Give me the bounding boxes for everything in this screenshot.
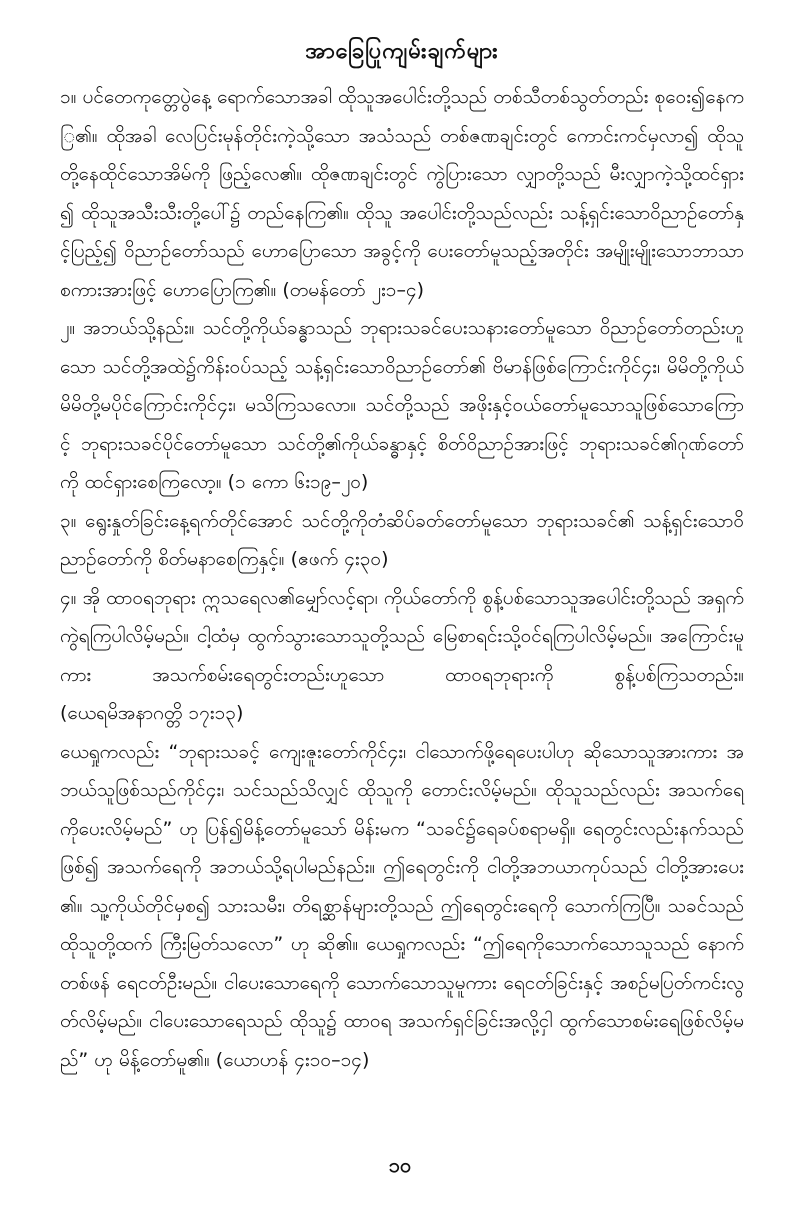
verse-text: ၂။ အဘယ်သို့နည်း။ သင်တို့ကိုယ်ခန္ဓာသည် ဘုရားသခင်ပေးသနားတော်မူသော ဝိညာဉ်တော်တည်းဟူသော သင်တို့အထဲ၌ကိန်းဝပ်သည့် သန့်ရှင်းသောဝိညာဉ်တော်၏ ဗိမာန်ဖြစ်ကြောင်းကိုင်၄း၊ မိမိတို့ကိုယ် မိမိတို့မပိုင်ကြောင်းကိုင်၄း၊ မသိကြသလော။ သင်တို့သည် အဖိုးနှင့်ဝယ်တော်မူသောသူဖြစ်သောကြောင့် ဘုရားသခင်ပိုင်တော်မူသော သင်တို့၏ကိုယ်ခန္ဓာနှင့် စိတ်ဝိညာဉ်အားဖြင့် ဘုရားသခင်၏ဂုဏ်တော်ကို ထင်ရှားစေကြလော့။ [60,317,744,493]
verse-paragraph-2 [60,309,744,502]
verse-paragraph-1 [60,78,744,309]
verse-reference: (ဧဖက် ၄း၃၀) [290,548,389,570]
verse-paragraph-4 [60,579,744,733]
verse-reference: (ယောဟန် ၄း၁၀–၁၄) [215,1048,370,1071]
verse-text: ၁။ ပင်တေကုတ္တေပွဲနေ့ ရောက်သောအခါ ထိုသူအပေါင်းတို့သည် တစ်သီတစ်သွတ်တည်း စုဝေး၍နေကြ၏။ ထိုအခါ လေပြင်းမုန်တိုင်းကဲ့သို့သော အသံသည် တစ်ဇဏချင်းတွင် ကောင်းကင်မှလာ၍ ထိုသူတို့နေထိုင်သောအိမ်ကို ဖြည့်လေ၏။ ထိုဇဏချင်းတွင် ကွဲပြားသော လျှာတို့သည် မီးလျှာကဲ့သို့ထင်ရှား၍ ထိုသူအသီးသီးတို့ပေါ်၌ တည်နေကြ၏။ ထိုသူ အပေါင်းတို့သည်လည်း သန့်ရှင်းသောဝိညာဉ်တော်နှင့်ပြည့်၍ ဝိညာဉ်တော်သည် ဟောပြောသော အခွင့်ကို ပေးတော်မူသည့်အတိုင်း အမျိုးမျိုးသောဘာသာစကားအားဖြင့် ဟောပြောကြ၏။ [60,86,744,301]
verse-text: ၄။ အို ထာဝရဘုရား ဣသရေလ၏မျှော်လင့်ရာ၊ ကိုယ်တော်ကို စွန့်ပစ်သောသူအပေါင်းတို့သည် အရှက်ကွဲရကြပါလိမ့်မည်။ ငါ့ထံမှ ထွက်သွားသောသူတို့သည် မြေစာရင်းသို့ဝင်ရကြပါလိမ့်မည်။ အကြောင်းမူကား အသက်စမ်းရေတွင်းတည်းဟူသော ထာဝရဘုရားကို စွန့်ပစ်ကြသတည်း။ [60,586,744,686]
verse-text: ယေရှုကလည်း “ဘုရားသခင့် ကျေးဇူးတော်ကိုင်၄း၊ ငါသောက်ဖို့ရေပေးပါဟု ဆိုသောသူအားကား အဘယ်သူဖြစ်သည်ကိုင်၄း၊ သင်သည်သိလျှင် ထိုသူကို တောင်းလိမ့်မည်။ ထိုသူသည်လည်း အသက်ရေကိုပေးလိမ့်မည်” ဟု ပြန်၍မိန့်တော်မူသော် မိန်းမက “သခင်၌ရေခပ်စရာမရှိ။ ရေတွင်းလည်းနက်သည်ဖြစ်၍ အသက်ရေကို အဘယ်သို့ရပါမည်နည်း။ ဤရေတွင်းကို ငါတို့အဘယာကုပ်သည် ငါတို့အားပေး၏။ သူ့ကိုယ်တိုင်မှစ၍ သားသမီး၊ တိရစ္ဆာန်များတို့သည် ဤရေတွင်းရေကို သောက်ကြပြီ။ သခင်သည် ထိုသူတို့ထက် ကြီးမြတ်သလော” ဟု ဆို၏။ ယေရှုကလည်း “ဤရေကိုသောက်သောသူသည် နောက်တစ်ဖန် ရေငတ်ဦးမည်။ ငါပေးသောရေကို သောက်သောသူမူကား ရေငတ်ခြင်းနှင့် အစဉ်မပြတ်ကင်းလွတ်လိမ့်မည်။ ငါပေးသောရေသည် ထိုသူ၌ ထာဝရ အသက်ရှင်ခြင်းအလို့ငှါ ထွက်သောစမ်းရေဖြစ်လိမ့်မည်” ဟု မိန့်တော်မူ၏။ [60,740,744,1071]
page-title: အာခြေပြုကျမ်းချက်များ [305,39,499,64]
page-number: ၁၀ [388,1153,412,1177]
verse-text: ၃။ ရွေးနှုတ်ခြင်းနေ့ရက်တိုင်အောင် သင်တို့ကိုတံဆိပ်ခတ်တော်မူသော ဘုရားသခင်၏ သန့်ရှင်းသောဝိညာဉ်တော်ကို စိတ်မနာစေကြနှင့်။ [60,509,744,570]
verse-reference: (တမန်တော် ၂း၁–၄) [282,278,425,301]
verse-paragraph-3 [60,502,744,579]
verse-reference: (ယေရမိအနာဂတ္တိ ၁၇း၁၃) [60,702,244,724]
verse-paragraph-5 [60,733,744,1080]
verse-reference: (၁ ကော ၆း၁၉–၂၀) [227,471,369,493]
